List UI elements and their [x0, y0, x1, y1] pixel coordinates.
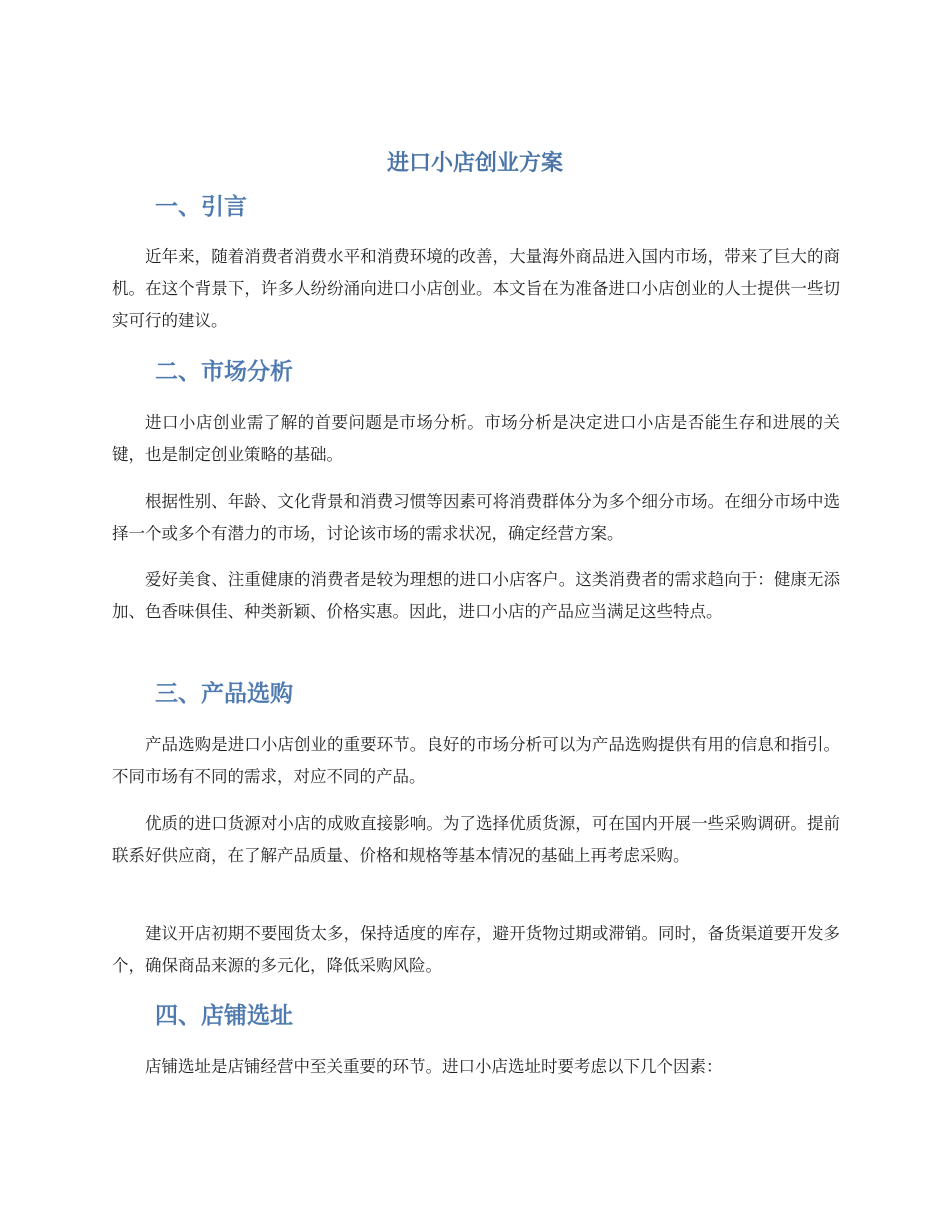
section-heading-product-sourcing: 三、产品选购 — [155, 681, 293, 707]
paragraph-introduction-1: 近年来，随着消费者消费水平和消费环境的改善，大量海外商品进入国内市场，带来了巨大的商机。在这个背景下，许多人纷纷涌向进口小店创业。本文旨在为准备进口小店创业的人士提供一些切实可行的建议。 — [112, 247, 840, 330]
section-heading-introduction: 一、引言 — [155, 194, 247, 220]
paragraph-product-sourcing-1: 产品选购是进口小店创业的重要环节。良好的市场分析可以为产品选购提供有用的信息和指引。不同市场有不同的需求，对应不同的产品。 — [112, 735, 840, 786]
paragraph-market-analysis-3: 爱好美食、注重健康的消费者是较为理想的进口小店客户。这类消费者的需求趋向于：健康无添加、色香味俱佳、种类新颖、价格实惠。因此，进口小店的产品应当满足这些特点。 — [112, 570, 840, 621]
paragraph-store-location-1: 店铺选址是店铺经营中至关重要的环节。进口小店选址时要考虑以下几个因素： — [145, 1057, 723, 1076]
section-heading-market-analysis: 二、市场分析 — [155, 359, 293, 385]
paragraph-market-analysis-2: 根据性别、年龄、文化背景和消费习惯等因素可将消费群体分为多个细分市场。在细分市场中选择一个或多个有潜力的市场，讨论该市场的需求状况，确定经营方案。 — [112, 492, 840, 543]
paragraph-product-sourcing-3: 建议开店初期不要囤货太多，保持适度的库存，避开货物过期或滞销。同时，备货渠道要开发多个，确保商品来源的多元化，降低采购风险。 — [112, 924, 840, 975]
document-title: 进口小店创业方案 — [386, 151, 563, 176]
paragraph-product-sourcing-2: 优质的进口货源对小店的成败直接影响。为了选择优质货源，可在国内开展一些采购调研。提前联系好供应商，在了解产品质量、价格和规格等基本情况的基础上再考虑采购。 — [112, 814, 840, 865]
section-heading-store-location: 四、店铺选址 — [155, 1003, 293, 1029]
paragraph-market-analysis-1: 进口小店创业需了解的首要问题是市场分析。市场分析是决定进口小店是否能生存和进展的关键，也是制定创业策略的基础。 — [112, 413, 840, 464]
